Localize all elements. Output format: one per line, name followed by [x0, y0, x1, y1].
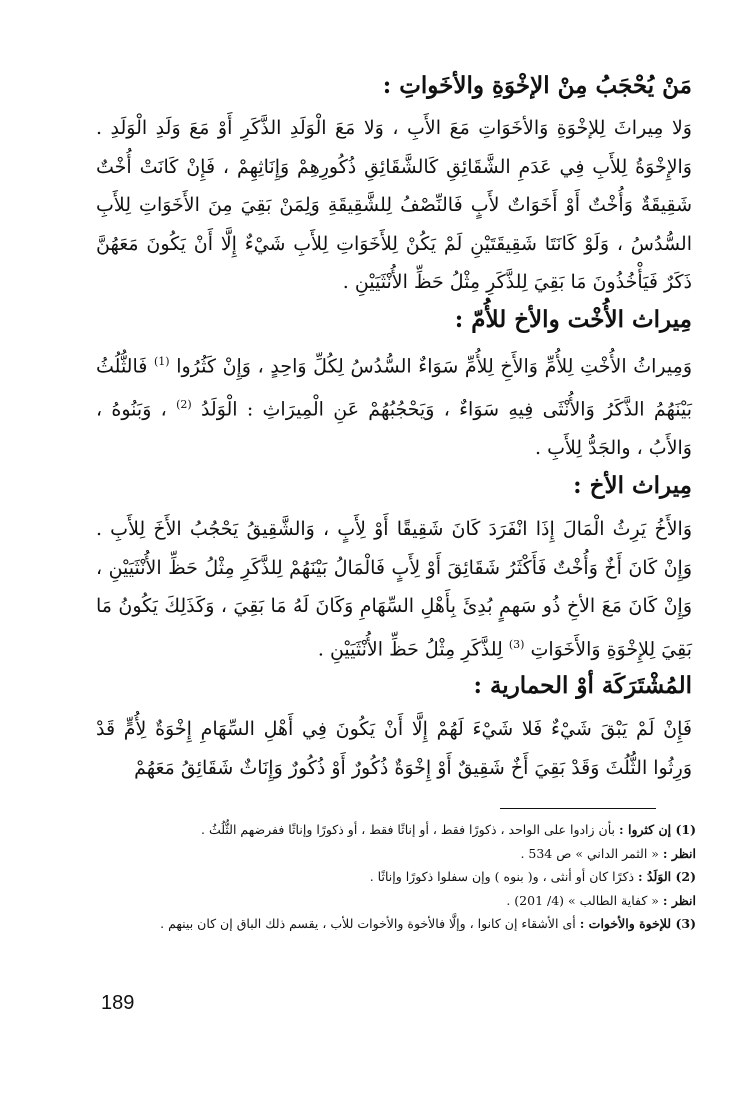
footnote-key: (1) إن كثروا : — [619, 822, 696, 837]
paragraph-part: فَالثُّلُثُ بَيْنَهُمُ الذَّكَرُ وَالأُنْثَى فِيهِ سَوَاءٌ ، وَيَحْجُبُهُمْ عَنِ الْمِيرَاثِ : الْوَلَدُ — [96, 355, 693, 421]
paragraph-part: ، وَبَنُوهُ ، وَالأَبُ ، والجَدُّ لِلأَبِ . — [96, 398, 692, 459]
paragraph-text: فَإِنْ لَمْ يَبْقَ شَيْءٌ فَلا شَيْءَ لَهُمْ إِلَّا أَنْ يَكُونَ فِي أَهْلِ السِّهَامِ إِخْوَةٌ لِأُمٍّ قَدْ وَرِثُوا الثُّلُثَ وَقَدْ بَقِيَ أَخٌ شَقِيقٌ أَوْ إِخْوَةٌ ذُكُورٌ أَوْ ذُكُورٌ وَإِنَاثٌ شَقَائِقُ مَعَهُمْ — [96, 718, 692, 779]
footnote-key: (2) الوَلَدُ : — [638, 869, 696, 884]
footnote-text: « الثمر الداني » ص 534 . — [520, 845, 659, 861]
section-heading-mushtaraka: المُشْتَرَكَة أوْ الحمارية : — [473, 672, 692, 699]
paragraph-part: لِلذَّكَرِ مِثْلُ حَظِّ الأُنْثَيَيْنِ . — [317, 637, 503, 660]
footnote-line — [92, 912, 696, 936]
footnote-mark: (2) — [176, 397, 192, 411]
section-paragraph-maternal-siblings — [96, 343, 692, 467]
footnote-text: « كفاية الطالب » (4/ 201) . — [506, 892, 659, 908]
section-heading-blocked-siblings: مَنْ يُحْجَبُ مِنْ الإخْوَةِ والأخَواتِ : — [382, 72, 692, 99]
paragraph-text — [96, 343, 692, 467]
footnote-text: ذكرًا كان أو أنثى ، و( بنوه ) وإن سفلوا ذكورًا وإناثًا . — [369, 869, 635, 884]
section-heading-brother: مِيراث الأخ : — [573, 472, 692, 499]
section-heading-maternal-siblings: مِيراث الأُخْت والأخ للأُمّ : — [454, 306, 692, 333]
footnote-key: انظر : — [662, 845, 696, 861]
footnote-text: بأن زادوا على الواحد ، ذكورًا فقط ، أو إناثًا فقط ، أو ذكورًا وإناثًا ففرضهم الثُّلُثُ . — [201, 822, 616, 837]
footnotes — [92, 818, 696, 936]
section-paragraph-blocked-siblings — [96, 109, 692, 302]
footnote-line — [92, 889, 696, 913]
footnote-mark: (3) — [508, 637, 525, 651]
section-paragraph-mushtaraka — [96, 710, 692, 787]
paragraph-part: وَمِيراثُ الأُخْتِ لِلأُمِّ وَالأَخِ لِلأُمِّ سَوَاءٌ السُّدُسُ لِكُلِّ وَاحِدٍ ، وَإِنْ كَثُرُوا — [176, 355, 692, 378]
footnote-line — [92, 865, 696, 889]
footnote-key: (3) للإخوة والأخوات : — [579, 916, 696, 931]
section-paragraph-brother — [96, 510, 692, 668]
paragraph-text: وَلا مِيراثَ لِلإخْوَةِ وَالأخَوَاتِ مَعَ الأَبِ ، وَلا مَعَ الْوَلَدِ الذَّكَرِ أَوْ مَعَ وَلَدِ الْوَلَدِ . وَالإِخْوَةُ لِلأَبِ فِي عَدَمِ الشَّقَائِقِ كَالشَّقَائِقِ ذُكُورِهِمْ وَإِنَاثِهِمْ ، فَإِنْ كَانَتْ أُخْتٌ شَقِيقَةٌ وَأُخْتٌ أَوْ أَخَوَاتٌ لأَبٍ فَالنِّصْفُ لِلشَّقِيقَةِ وَلِمَنْ بَقِيَ مِنَ الأَخَوَاتِ لِلأَبِ السُّدُسُ ، وَلَوْ كَانَتَا شَقِيقَتَيْنِ لَمْ يَكُنْ لِلأَخَوَاتِ لِلأَبِ شَيْءٌ إِلَّا أَنْ يَكُونَ مَعَهُنَّ ذَكَرٌ فَيَأْخُذُونَ مَا بَقِيَ لِلذَّكَرِ مِثْلُ حَظِّ الأُنْثَيَيْنِ . — [96, 117, 692, 293]
footnote-text: أى الأشقاء إن كانوا ، وإلَّا فالأخوة والأخوات للأب ، يقسم ذلك الباق إن كان بينهم . — [160, 916, 576, 931]
paragraph-text — [96, 510, 692, 668]
footnote-line — [92, 818, 696, 842]
page-number: 189 — [101, 992, 135, 1014]
footnote-key: انظر : — [662, 892, 696, 908]
footnote-mark: (1) — [153, 355, 170, 368]
footnote-divider — [500, 808, 656, 809]
footnote-line — [92, 842, 696, 866]
paragraph-part: وَالأَخُ يَرِثُ الْمَالَ إِذَا انْفَرَدَ كَانَ شَقِيقًا أَوْ لِأَبٍ ، وَالشَّقِيقُ يَحْجُبُ الأَخَ لِلأَبِ . وَإِنْ كَانَ أَخٌ وَأُخْتٌ فَأَكْثَرُ شَقَائِقَ أَوْ لِأَبٍ فَالْمَالُ بَيْنَهُمْ لِلذَّكَرِ مِثْلُ حَظِّ الأُنْثَيَيْنِ ، وَإِنْ كَانَ مَعَ الأخِ ذُو سَهمٍ بُدِئَ بِأَهْلِ السِّهَامِ وَكَانَ لَهُ مَا بَقِيَ ، وَكَذَلِكَ يَكُونُ مَا بَقِيَ لِلإِخْوَةِ وَالأَخَوَاتِ — [96, 518, 692, 660]
